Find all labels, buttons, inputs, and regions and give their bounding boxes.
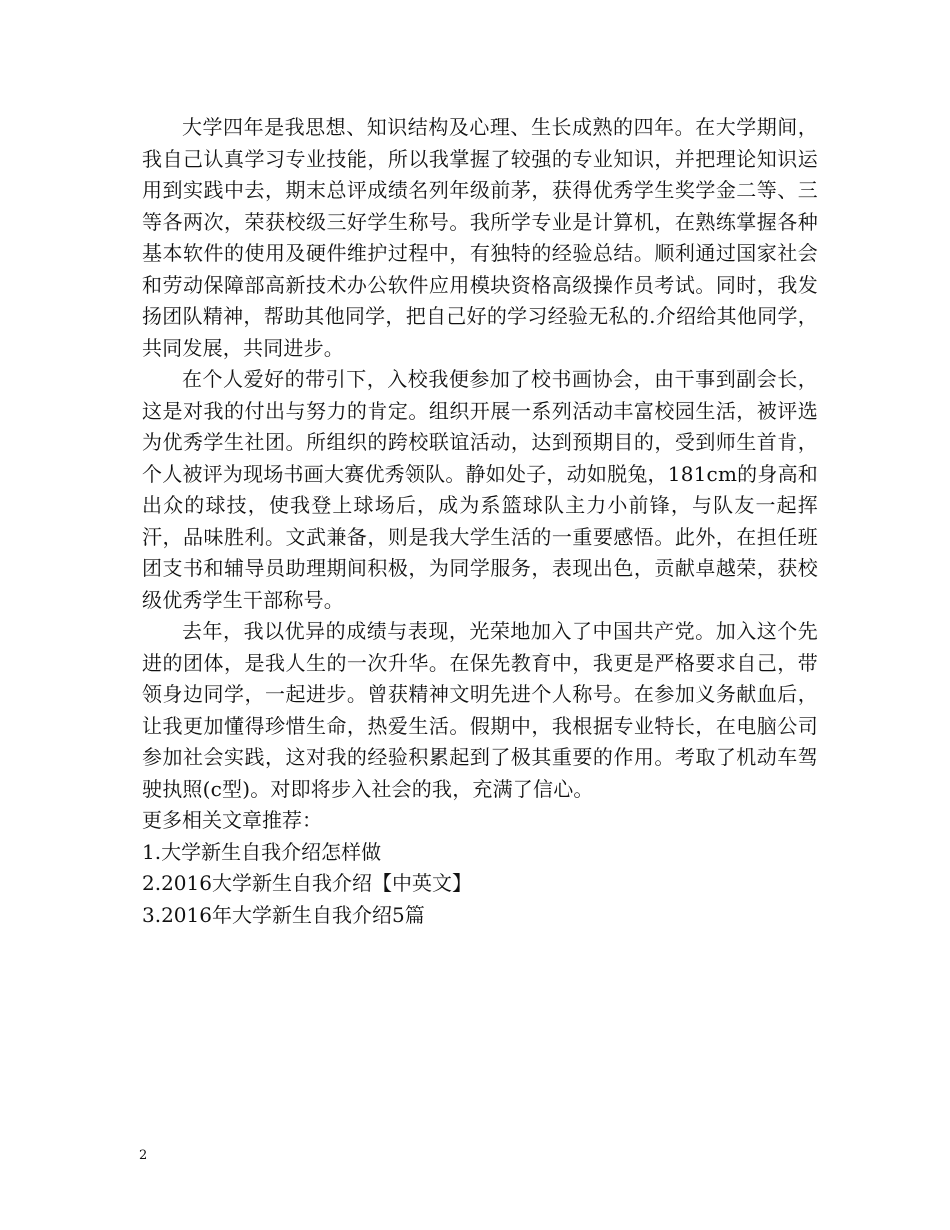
related-article-link-3[interactable]: 3.2016年大学新生自我介绍5篇 [142, 902, 425, 927]
related-article-link-1[interactable]: 1.大学新生自我介绍怎样做 [142, 839, 382, 864]
related-article-link-2[interactable]: 2.2016大学新生自我介绍【中英文】 [142, 871, 472, 895]
paragraph-2: 在个人爱好的带引下，入校我便参加了校书画协会，由干事到副会长，这是对我的付出与努力的肯定。组织开展一系列活动丰富校园生活，被评选为优秀学生社团。所组织的跨校联谊活动，达到预期目的，受到师生首肯，个人被评为现场书画大赛优秀领队。静如处子，动如脱兔，181cm的身高和出众的球技，使我登上球场后，成为系篮球队主力小前锋，与队友一起挥汗，品味胜利。文武兼备，则是我大学生活的一重要感悟。此外，在担任班团支书和辅导员助理期间积极，为同学服务，表现出色，贡献卓越荣，获校级优秀学生干部称号。 [142, 367, 818, 612]
paragraph-3: 去年，我以优异的成绩与表现，光荣地加入了中国共产党。加入这个先进的团体，是我人生的一次升华。在保先教育中，我更是严格要求自己，带领身边同学，一起进步。曾获精神文明先进个人称号。在参加义务献血后，让我更加懂得珍惜生命，热爱生活。假期中，我根据专业特长，在电脑公司参加社会实践，这对我的经验积累起到了极其重要的作用。考取了机动车驾驶执照(c型)。对即将步入社会的我，充满了信心。 [142, 619, 818, 801]
paragraph-1: 大学四年是我思想、知识结构及心理、生长成熟的四年。在大学期间，我自己认真学习专业技能，所以我掌握了较强的专业知识，并把理论知识运用到实践中去，期末总评成绩名列年级前茅，获得优秀学生奖学金二等、三等各两次，荣获校级三好学生称号。我所学专业是计算机，在熟练掌握各种基本软件的使用及硬件维护过程中，有独特的经验总结。顺利通过国家社会和劳动保障部高新技术办公软件应用模块资格高级操作员考试。同时，我发扬团队精神，帮助其他同学，把自己好的学习经验无私的.介绍给其他同学，共同发展，共同进步。 [142, 115, 818, 360]
related-articles-heading: 更多相关文章推荐： [142, 808, 322, 832]
page-content [142, 112, 818, 931]
page-number: 2 [139, 1148, 148, 1163]
related-articles-list [142, 837, 818, 932]
